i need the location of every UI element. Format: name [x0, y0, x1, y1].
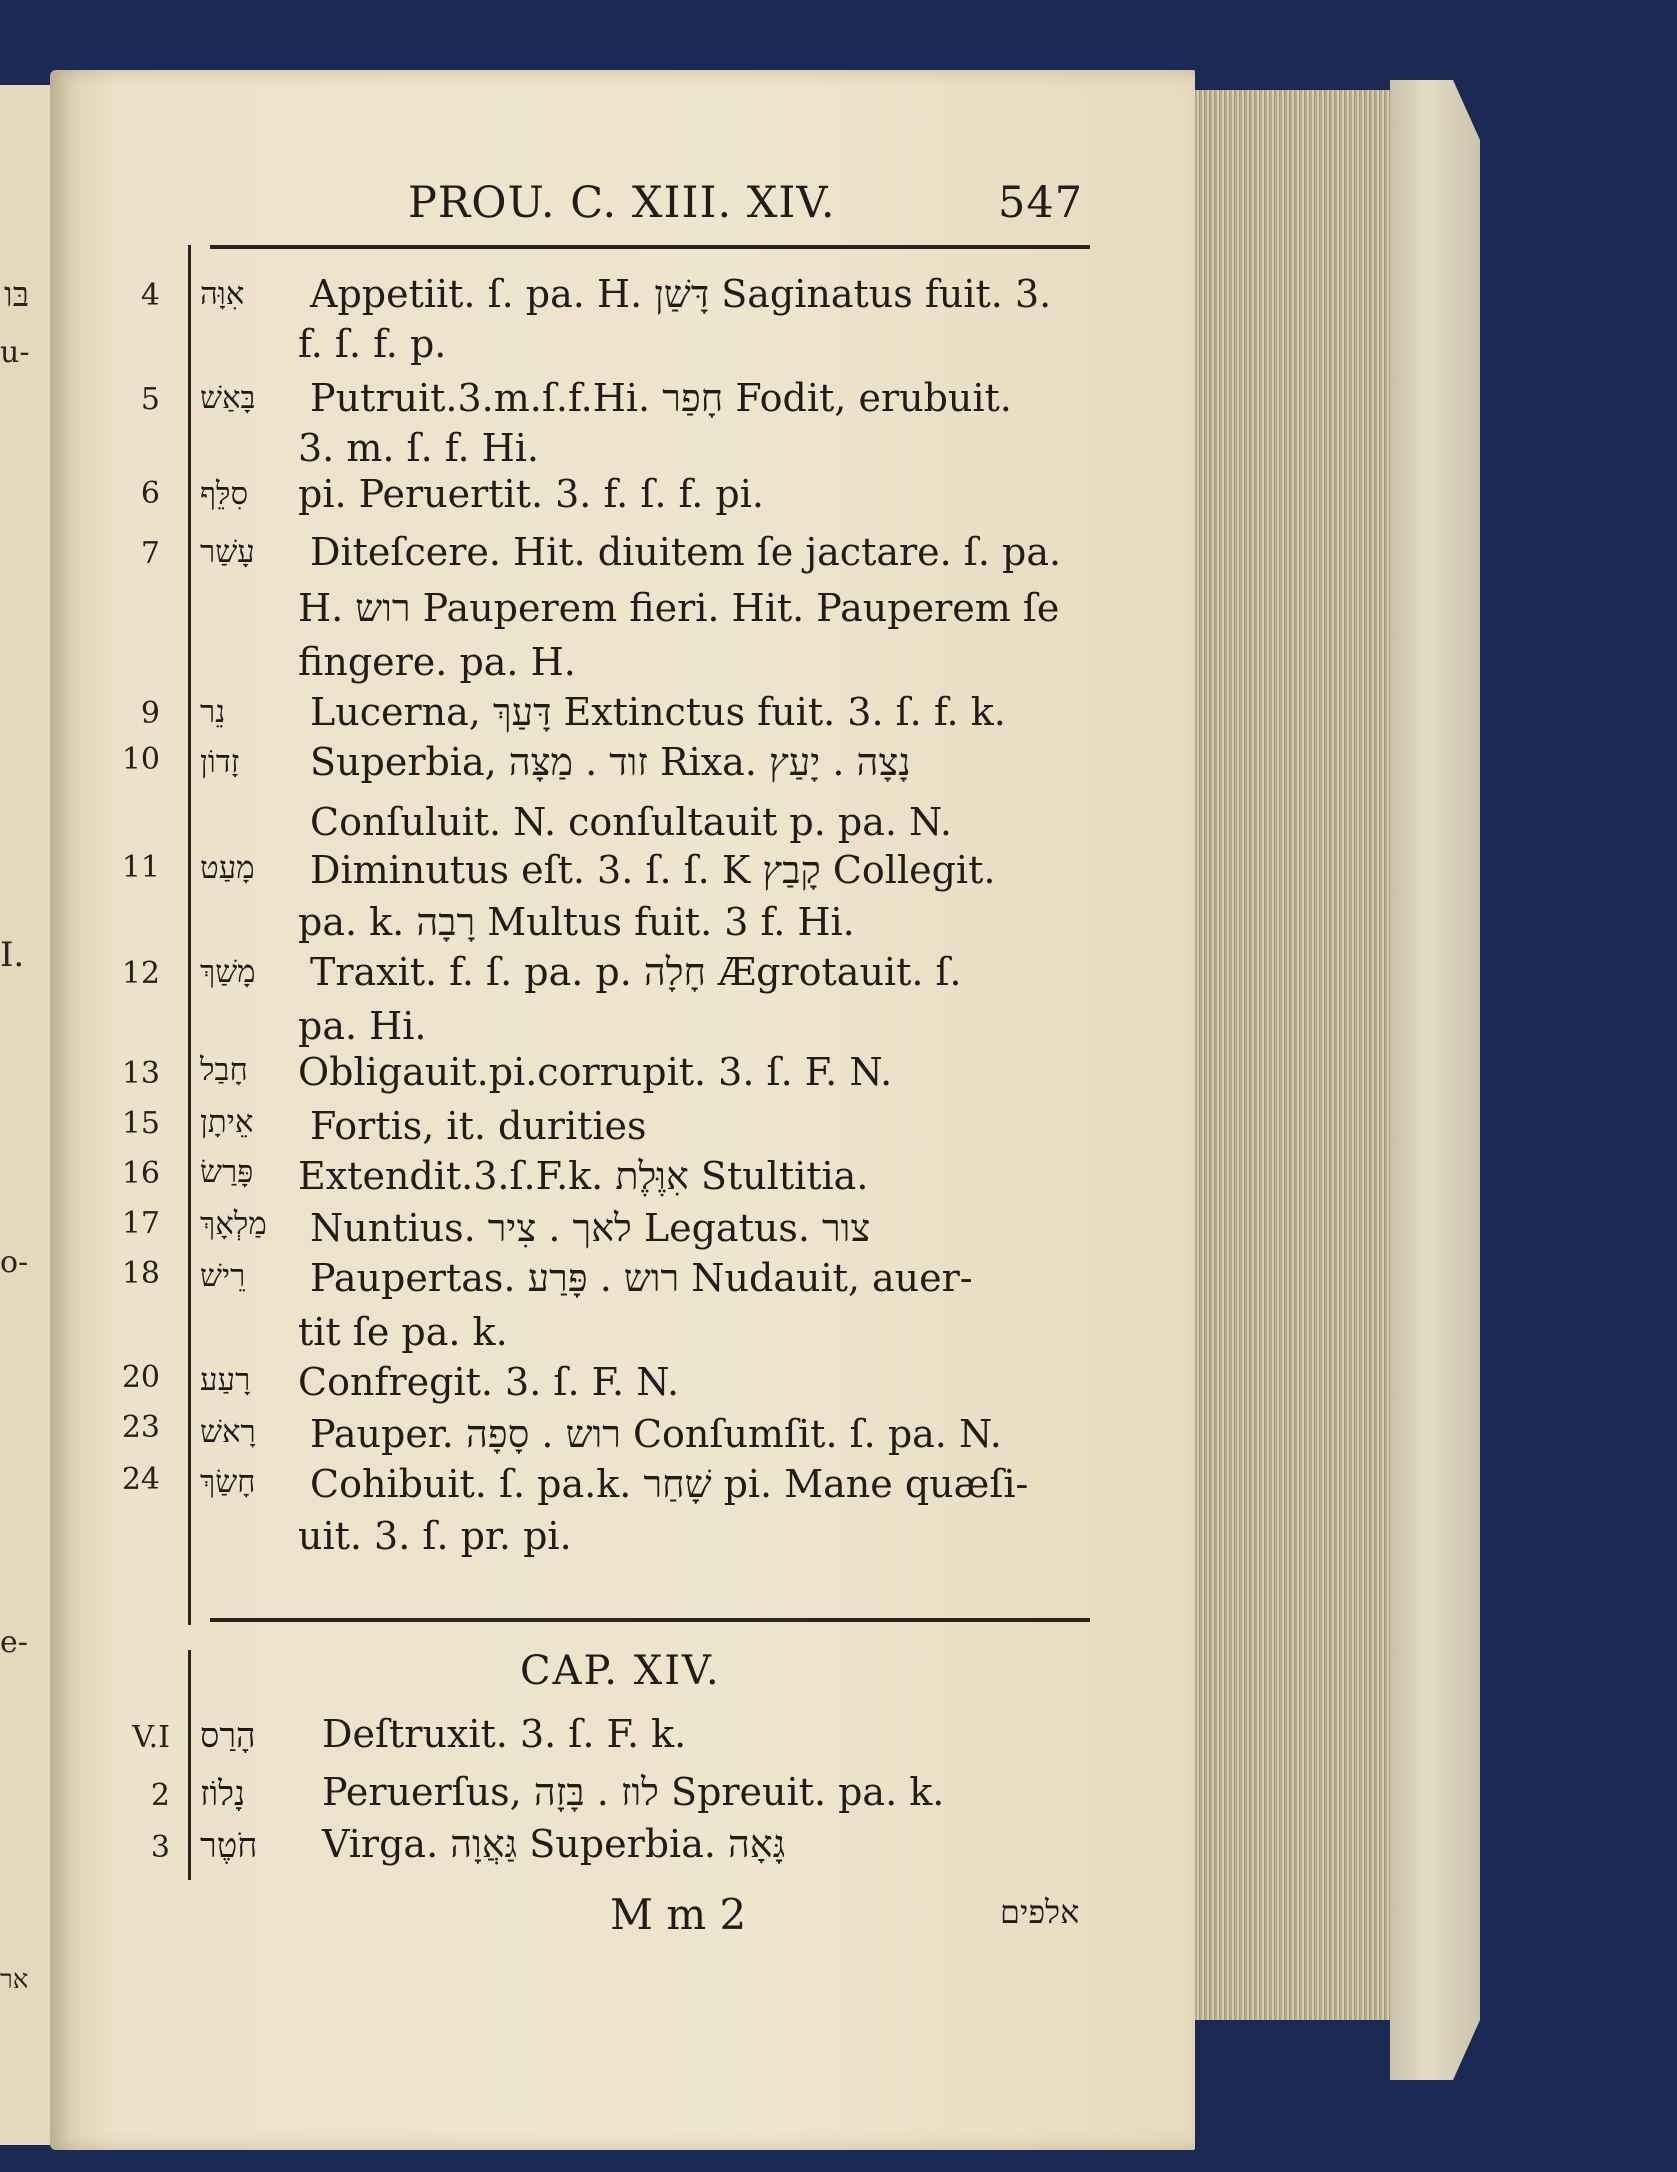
- entry-text: Diteſcere. Hit. diuitem ſe jactare. ſ. pa.: [310, 530, 1062, 574]
- verse-number: 11: [121, 850, 160, 885]
- entry-text: Traxit. f. ſ. pa. p. חָלָה Ægrotauit. ſ.: [310, 950, 962, 994]
- verse-number: 23: [121, 1410, 160, 1445]
- hebrew-headword: זָדוֹן: [200, 744, 240, 780]
- entry-text: Deſtruxit. 3. ſ. F. k.: [322, 1712, 687, 1756]
- verse-number: 13: [121, 1056, 160, 1091]
- hebrew-headword: מַלְאָךְ: [200, 1206, 267, 1242]
- entry-text: Cohibuit. ſ. pa.k. שָׁחַר pi. Mane quæſi-: [310, 1462, 1029, 1506]
- section-rule: [210, 1618, 1090, 1622]
- chapter-heading: CAP. XIV.: [520, 1648, 721, 1694]
- hebrew-headword: סִלֵּף: [200, 476, 249, 512]
- hebrew-headword: עָשַׁר: [200, 534, 255, 570]
- entry-text: Appetiit. ſ. pa. H. דָּשַׁן Saginatus fuit. 3.: [310, 272, 1052, 316]
- entry-text: Extendit.3.ſ.F.k. אִוֶּלֶת Stultitia.: [298, 1154, 869, 1198]
- verse-number: 12: [121, 956, 160, 991]
- entry-text: Paupertas. רוש . פָּרַע Nudauit, auer-: [310, 1256, 973, 1300]
- entry-text: Pauper. רוש . סָפָה Conſumſit. ſ. pa. N.: [310, 1412, 1002, 1456]
- verse-number: 7: [140, 536, 160, 571]
- verse-number: 16: [121, 1156, 160, 1191]
- verse-number: 15: [121, 1106, 160, 1141]
- hebrew-headword: אִוָּה: [200, 276, 245, 312]
- signature-mark: M m 2: [610, 1890, 747, 1939]
- verse-number: V.I: [132, 1720, 170, 1755]
- verse-number: 17: [121, 1206, 160, 1241]
- entry-text: Virga. גַּאֲוָה Superbia. גָּאָה: [322, 1822, 786, 1866]
- page-edges: [1195, 90, 1401, 2020]
- entry-text: pa. Hi.: [298, 1004, 427, 1048]
- verse-number: 10: [121, 742, 160, 777]
- catchword: אלפים: [1000, 1893, 1080, 1931]
- verse-number: 6: [140, 476, 160, 511]
- entry-text: fingere. pa. H.: [298, 640, 576, 684]
- entry-text: Nuntius. לאך . צִיר Legatus. צור: [310, 1206, 871, 1250]
- verse-number: 2: [150, 1778, 170, 1813]
- entry-text: Obligauit.pi.corrupit. 3. ſ. F. N.: [298, 1050, 893, 1094]
- verse-number: 9: [140, 696, 160, 731]
- entry-text: 3. m. ſ. f. Hi.: [298, 426, 539, 470]
- entry-text: pa. k. רָבָה Multus fuit. 3 f. Hi.: [298, 900, 855, 944]
- left-fragment: אר: [0, 1965, 29, 1995]
- hebrew-headword: מָשַׁךְ: [200, 954, 256, 990]
- entry-text: tit ſe pa. k.: [298, 1310, 508, 1354]
- header-rule: [210, 245, 1090, 249]
- verse-number: 24: [121, 1462, 160, 1497]
- hebrew-headword: רָאשׁ: [200, 1414, 256, 1450]
- entry-text: pi. Peruertit. 3. f. ſ. f. pi.: [298, 472, 764, 516]
- running-title: PROU. C. XIII. XIV.: [408, 178, 836, 228]
- hebrew-headword: מָעַט: [200, 850, 255, 886]
- left-fragment: בּו: [4, 275, 30, 315]
- left-fragment: e-: [0, 1625, 28, 1660]
- entry-text: uit. 3. ſ. pr. pi.: [298, 1514, 572, 1558]
- verse-number: 20: [121, 1360, 160, 1395]
- hebrew-headword: בָּאַשׁ: [200, 380, 256, 416]
- hebrew-headword: נָלוֹז: [200, 1774, 246, 1814]
- hebrew-headword: נֵר: [200, 694, 226, 730]
- margin-rule: [188, 245, 191, 1625]
- verse-number: 3: [150, 1830, 170, 1865]
- entry-text: Diminutus eſt. 3. ſ. ſ. K קָבַץ Collegit.: [310, 848, 996, 892]
- margin-rule: [188, 1650, 191, 1880]
- verse-number: 4: [140, 278, 160, 313]
- hebrew-headword: חֹטֶר: [200, 1826, 258, 1866]
- hebrew-headword: חָבַל: [200, 1052, 248, 1088]
- entry-text: Confregit. 3. ſ. F. N.: [298, 1360, 680, 1404]
- left-fragment: I.: [0, 935, 25, 975]
- entry-text: Peruerſus, לוז . בָּזָה Spreuit. pa. k.: [322, 1770, 945, 1814]
- hebrew-headword: הָרַס: [200, 1716, 256, 1756]
- verse-number: 5: [140, 382, 160, 417]
- left-fragment: u-: [0, 335, 30, 370]
- entry-text: Superbia, זוד . מַצָּה Rixa. נָצָה . יָעַץ: [310, 740, 911, 784]
- hebrew-headword: רֵישׁ: [200, 1258, 246, 1294]
- left-fragment: o-: [0, 1245, 29, 1280]
- hebrew-headword: אֵיתָן: [200, 1104, 254, 1140]
- entry-text: Conſuluit. N. conſultauit p. pa. N.: [310, 800, 952, 844]
- entry-text: H. רוש Pauperem fieri. Hit. Pauperem ſe: [298, 586, 1060, 630]
- entry-text: Lucerna, דָּעַךְ Extinctus fuit. 3. ſ. f. k.: [310, 690, 1006, 734]
- entry-text: Fortis, it. durities: [310, 1104, 647, 1148]
- verse-number: 18: [121, 1256, 160, 1291]
- entry-text: f. ſ. f. p.: [298, 322, 447, 366]
- page-number: 547: [998, 178, 1084, 228]
- book-cover: [1390, 80, 1480, 2080]
- entry-text: Putruit.3.m.ſ.f.Hi. חָפַר Fodit, erubuit.: [310, 376, 1012, 420]
- hebrew-headword: חָשַׂךְ: [200, 1464, 256, 1500]
- hebrew-headword: רָעַע: [200, 1362, 251, 1398]
- hebrew-headword: פָּרַשׂ: [200, 1154, 254, 1190]
